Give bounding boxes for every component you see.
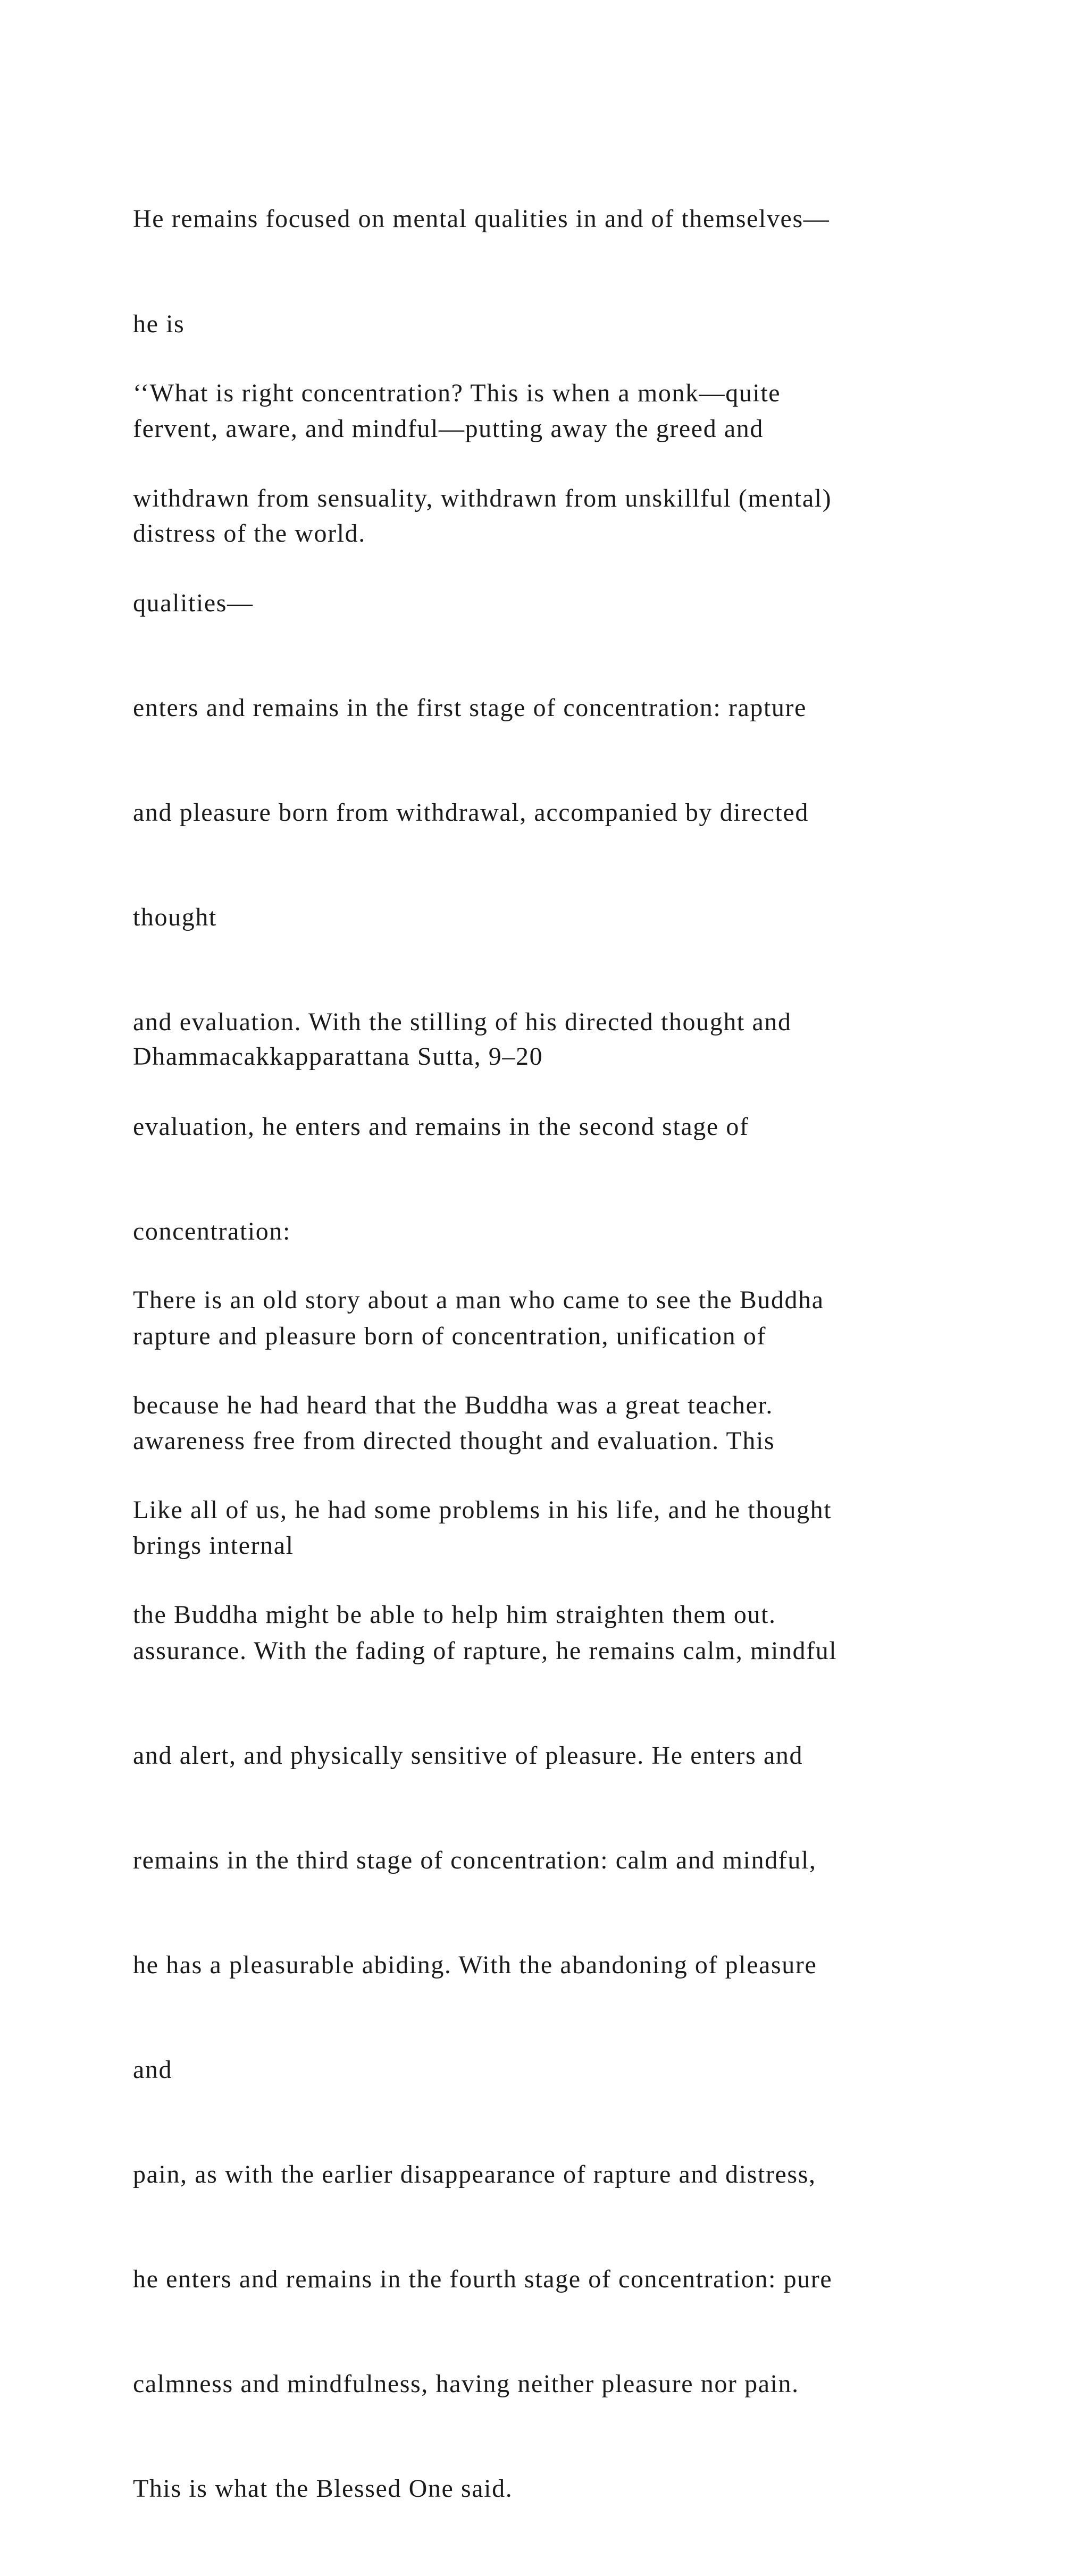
text-line: because he had heard that the Buddha was a great teacher. — [133, 1391, 774, 1419]
text-line: concentration: — [133, 1217, 291, 1246]
text-line: he enters and remains in the fourth stage of concentration: pure — [133, 2265, 833, 2294]
text-line: There is an old story about a man who came to see the Buddha — [133, 1286, 824, 1315]
text-line: awareness free from directed thought and evaluation. This — [133, 1427, 775, 1455]
text-line: fervent, aware, and mindful—putting away the greed and — [133, 414, 764, 443]
text-line: he has a pleasurable abiding. With the abandoning of pleasure — [133, 1950, 817, 1979]
text-line: Like all of us, he had some problems in his life, and he thought — [133, 1495, 832, 1524]
text-line: and pleasure born from withdrawal, accompanied by directed — [133, 798, 809, 827]
text-line: he is — [133, 309, 185, 338]
text-line: ‘‘What is right concentration? This is when a monk—quite — [133, 379, 781, 408]
text-line: assurance. With the fading of rapture, he remains calm, mindful — [133, 1636, 837, 1665]
text-line: and evaluation. With the stilling of his directed thought and — [133, 1007, 792, 1036]
text-line: the Buddha might be able to help him straighten them out. — [133, 1600, 776, 1629]
text-line: He remains focused on mental qualities in and of themselves— — [133, 205, 830, 233]
text-line: qualities— — [133, 588, 254, 617]
text-line: and alert, and physically sensitive of pleasure. He enters and — [133, 1741, 803, 1770]
text-line: calmness and mindfulness, having neither pleasure nor pain. — [133, 2370, 799, 2398]
citation-text: Dhammacakkapparattana Sutta, 9–20 — [133, 1042, 543, 1071]
text-line: This is what the Blessed One said. — [133, 2474, 513, 2503]
paragraph-old-story — [133, 1213, 1069, 1702]
text-line: brings internal — [133, 1531, 294, 1560]
text-line: pain, as with the earlier disappearance of rapture and distress, — [133, 2160, 816, 2188]
text-line: withdrawn from sensuality, withdrawn from unskillful (mental) — [133, 484, 832, 512]
text-line: distress of the world. — [133, 519, 366, 548]
text-line: enters and remains in the first stage of concentration: rapture — [133, 693, 807, 722]
text-line: remains in the third stage of concentration: calm and mindful, — [133, 1846, 817, 1874]
text-line: and — [133, 2055, 173, 2084]
citation — [133, 970, 1069, 1144]
text-line: thought — [133, 903, 217, 931]
text-line: rapture and pleasure born of concentration, unification of — [133, 1322, 767, 1351]
text-line: evaluation, he enters and remains in the second stage of — [133, 1113, 749, 1141]
